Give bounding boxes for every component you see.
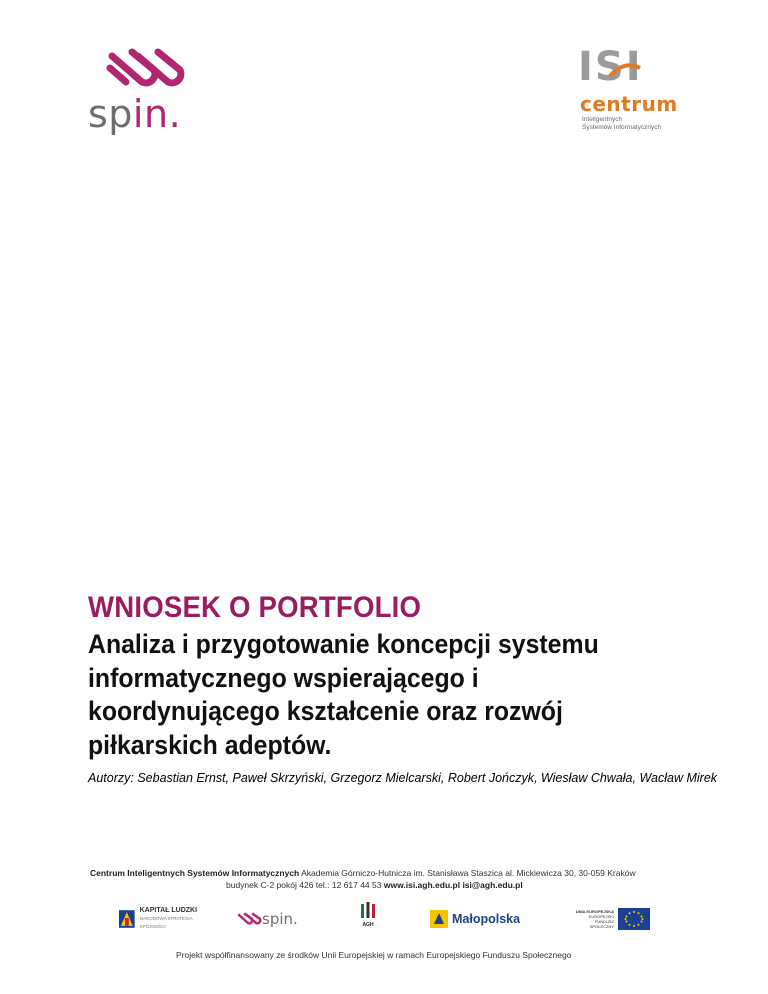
spin-text-main: sp — [88, 92, 133, 136]
spin-footer-logo — [236, 902, 316, 936]
eu-logo — [574, 902, 664, 936]
spin-text-accent: in — [132, 92, 169, 136]
kapital-ludzki-text — [140, 907, 218, 931]
isi-centrum: centrum — [580, 92, 678, 116]
footer-contact-line — [226, 880, 523, 890]
footer-room-phone: budynek C-2 pokój 426 tel.: 12 617 44 53 — [226, 880, 382, 890]
agh-logo — [356, 902, 380, 936]
spin-text-dot: . — [168, 92, 182, 136]
spin-footer-mark-icon — [236, 912, 262, 926]
footer-website-link[interactable]: www.isi.agh.edu.pl — [383, 880, 461, 890]
isi-subtitle-line: Inteligentnych — [582, 116, 623, 123]
footer-address-line — [90, 868, 636, 878]
eu-text — [574, 909, 614, 929]
eu-text-line: FUNDUSZ SPOŁECZNY — [589, 919, 614, 929]
kapital-ludzki-title: KAPITAŁ LUDZKI — [139, 907, 198, 914]
isi-subtitle-line: Systemów Informatycznych — [582, 124, 662, 131]
spin-logo — [88, 44, 198, 136]
agh-emblem-icon — [360, 902, 376, 922]
isi-logo — [578, 44, 688, 134]
eu-text-line: EUROPEJSKI — [588, 914, 614, 919]
document-title: Analiza i przygotowanie koncepcji systemu informatycznego wspierającego i koordynującego kształcenie oraz rozwój piłkarskich adeptów. — [88, 629, 599, 760]
footer-org-name: Centrum Inteligentnych Systemów Informatycznych — [90, 868, 300, 878]
kapital-ludzki-logo — [118, 902, 218, 936]
spin-mark-icon — [102, 46, 186, 92]
kapital-ludzki-subtitle: NARODOWA STRATEGIA SPÓJNOŚCI — [139, 916, 193, 929]
agh-text: AGH — [362, 922, 374, 928]
isi-subtitle — [582, 116, 682, 132]
footer-funding-note: Projekt współfinansowany ze środków Unii Europejskiej w ramach Europejskiego Funduszu Społecznego — [176, 950, 572, 960]
eu-flag-icon — [618, 908, 650, 930]
spin-wordmark — [88, 92, 181, 136]
spin-footer-text: spin. — [262, 910, 298, 928]
isi-wordmark: ISI — [578, 44, 643, 90]
isi-swoosh-icon — [608, 62, 642, 80]
malopolska-logo — [430, 902, 540, 936]
malopolska-text: Małopolska — [452, 912, 521, 926]
footer-org-address: Akademia Górniczo-Hutnicza im. Stanisława Staszica al. Mickiewicza 30, 30-059 Kraków — [301, 868, 636, 878]
footer-email-link[interactable]: isi@agh.edu.pl — [462, 880, 523, 890]
kapital-ludzki-icon — [118, 908, 136, 930]
eu-text-line: UNIA EUROPEJSKA — [575, 909, 614, 914]
malopolska-emblem-icon — [430, 910, 448, 928]
document-heading: WNIOSEK O PORTFOLIO — [88, 591, 422, 624]
document-authors: Autorzy: Sebastian Ernst, Paweł Skrzyński, Grzegorz Mielcarski, Robert Jończyk, Wiesław Chwała, Wacław Mirek — [88, 771, 718, 785]
